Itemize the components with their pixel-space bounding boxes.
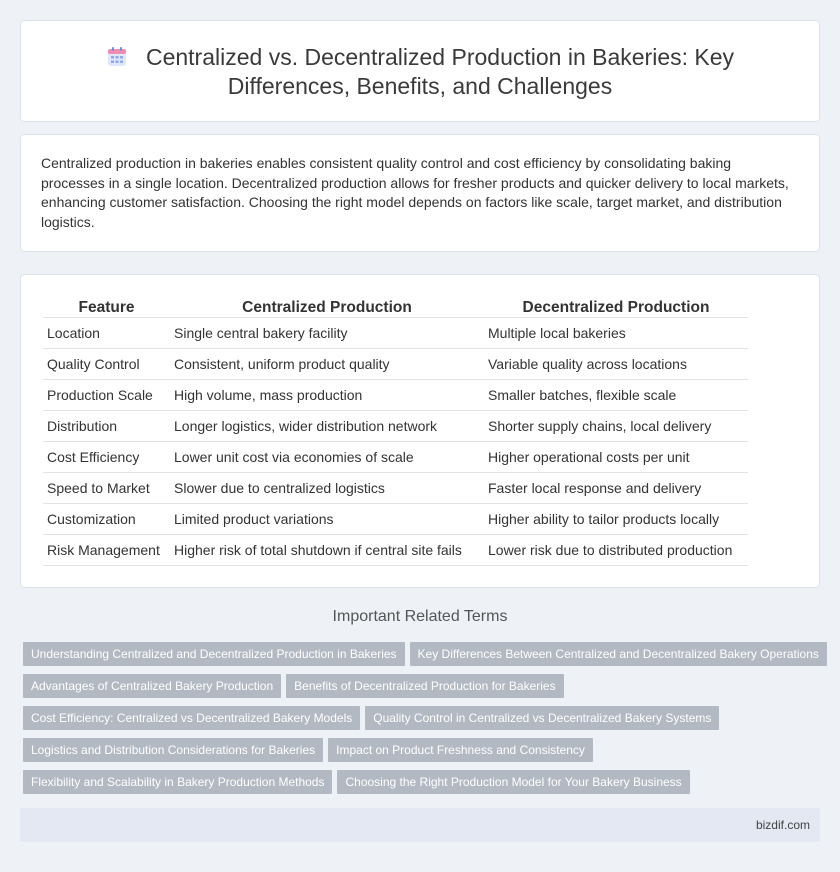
- centralized-cell: Consistent, uniform product quality: [170, 349, 484, 380]
- related-term-tag[interactable]: Understanding Centralized and Decentralized Production in Bakeries: [23, 642, 405, 666]
- intro-card: [20, 134, 820, 252]
- header-decentralized: Decentralized Production: [484, 297, 748, 318]
- tag-row: [23, 706, 823, 738]
- related-terms-list: [23, 642, 823, 802]
- footer-site-link[interactable]: bizdif.com: [755, 818, 810, 832]
- centralized-cell: Slower due to centralized logistics: [170, 473, 484, 504]
- centralized-cell: High volume, mass production: [170, 380, 484, 411]
- decentralized-cell: Lower risk due to distributed production: [484, 535, 748, 566]
- table-row: [43, 473, 748, 504]
- related-term-tag[interactable]: Logistics and Distribution Considerations for Bakeries: [23, 738, 323, 762]
- decentralized-cell: Faster local response and delivery: [484, 473, 748, 504]
- table-row: [43, 349, 748, 380]
- table-row: [43, 504, 748, 535]
- feature-cell: Cost Efficiency: [43, 442, 170, 473]
- feature-cell: Quality Control: [43, 349, 170, 380]
- decentralized-cell: Multiple local bakeries: [484, 318, 748, 349]
- comparison-card: [20, 274, 820, 588]
- decentralized-cell: Smaller batches, flexible scale: [484, 380, 748, 411]
- related-term-tag[interactable]: Choosing the Right Production Model for Your Bakery Business: [337, 770, 689, 794]
- tag-row: [23, 674, 823, 706]
- tag-row: [23, 770, 823, 802]
- table-header-row: [43, 297, 748, 318]
- related-term-tag[interactable]: Advantages of Centralized Bakery Production: [23, 674, 281, 698]
- tag-row: [23, 642, 823, 674]
- header-feature: Feature: [43, 297, 170, 318]
- title-card: [20, 20, 820, 122]
- tag-row: [23, 738, 823, 770]
- centralized-cell: Higher risk of total shutdown if central site fails: [170, 535, 484, 566]
- feature-cell: Risk Management: [43, 535, 170, 566]
- related-term-tag[interactable]: Benefits of Decentralized Production for Bakeries: [286, 674, 563, 698]
- centralized-cell: Lower unit cost via economies of scale: [170, 442, 484, 473]
- decentralized-cell: Higher operational costs per unit: [484, 442, 748, 473]
- centralized-cell: Limited product variations: [170, 504, 484, 535]
- table-row: [43, 380, 748, 411]
- related-term-tag[interactable]: Quality Control in Centralized vs Decentralized Bakery Systems: [365, 706, 719, 730]
- table-row: [43, 411, 748, 442]
- calendar-icon: [106, 46, 128, 68]
- feature-cell: Speed to Market: [43, 473, 170, 504]
- header-centralized: Centralized Production: [170, 297, 484, 318]
- related-term-tag[interactable]: Impact on Product Freshness and Consistency: [328, 738, 593, 762]
- decentralized-cell: Variable quality across locations: [484, 349, 748, 380]
- related-term-tag[interactable]: Cost Efficiency: Centralized vs Decentralized Bakery Models: [23, 706, 360, 730]
- related-term-tag[interactable]: Key Differences Between Centralized and Decentralized Bakery Operations: [410, 642, 827, 666]
- table-row: [43, 442, 748, 473]
- centralized-cell: Single central bakery facility: [170, 318, 484, 349]
- decentralized-cell: Higher ability to tailor products locally: [484, 504, 748, 535]
- table-row: [43, 535, 748, 566]
- intro-paragraph: Centralized production in bakeries enables consistent quality control and cost efficiency by consolidating baking processes in a single location. Decentralized production allows for fresher products and quicker delivery to local markets, enhancing customer satisfaction. Choosing the right model depends on factors like scale, target market, and distribution logistics.: [41, 155, 789, 230]
- table-row: [43, 318, 748, 349]
- page-title: [21, 43, 819, 101]
- related-terms-heading: Important Related Terms: [332, 608, 508, 625]
- feature-cell: Production Scale: [43, 380, 170, 411]
- feature-cell: Location: [43, 318, 170, 349]
- comparison-table: [43, 297, 748, 566]
- feature-cell: Customization: [43, 504, 170, 535]
- decentralized-cell: Shorter supply chains, local delivery: [484, 411, 748, 442]
- centralized-cell: Longer logistics, wider distribution network: [170, 411, 484, 442]
- feature-cell: Distribution: [43, 411, 170, 442]
- footer: [20, 808, 820, 842]
- page-title-text: Centralized vs. Decentralized Production in Bakeries: Key Differences, Benefits, and Challenges: [145, 44, 735, 99]
- related-term-tag[interactable]: Flexibility and Scalability in Bakery Production Methods: [23, 770, 332, 794]
